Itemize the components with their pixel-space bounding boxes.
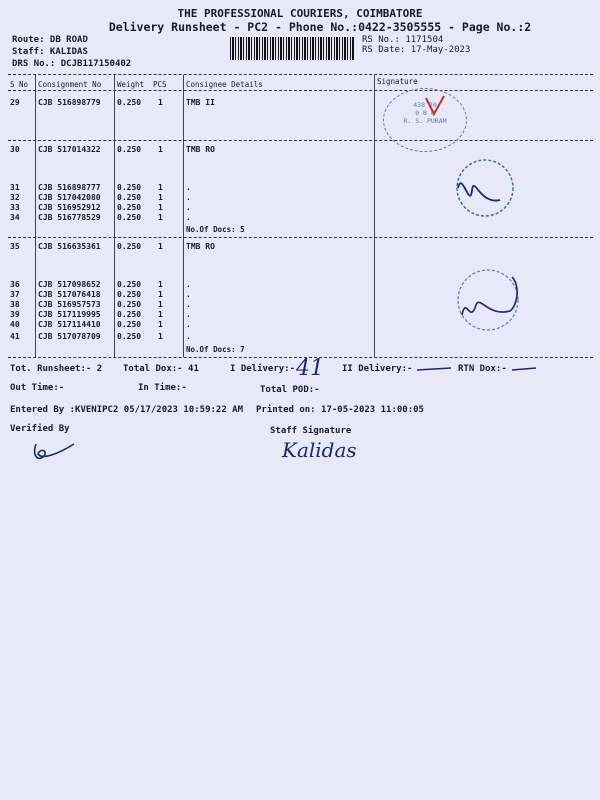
barcode (230, 37, 355, 60)
cell-consignment: CJB 517014322 (38, 145, 101, 154)
cell-pcs: 1 (158, 290, 163, 299)
cell-pcs: 1 (158, 300, 163, 309)
table-header-rule (8, 90, 593, 91)
cell-consignment: CJB 516635361 (38, 242, 101, 251)
row-divider (8, 237, 593, 238)
cell-consignee: TMB RO (186, 145, 215, 154)
dash-stroke (510, 364, 540, 374)
col-signature: Signature (377, 77, 418, 86)
cell-weight: 0.250 (117, 98, 142, 107)
col-sno: S No (10, 80, 29, 89)
cell-consignee: . (186, 183, 191, 192)
cell-sno: 40 (10, 320, 20, 329)
cell-consignment: CJB 516898777 (38, 183, 101, 192)
cell-pcs: 1 (158, 280, 163, 289)
cell-weight: 0.250 (117, 290, 142, 299)
col-divider (374, 75, 375, 357)
cell-pcs: 1 (158, 203, 163, 212)
cell-sno: 33 (10, 203, 20, 212)
verified-by: Verified By (10, 424, 70, 434)
rs-number: RS No.: 1171504 (362, 35, 444, 45)
cell-sno: 30 (10, 145, 20, 154)
route-label: Route: DB ROAD (12, 35, 88, 45)
cell-consignee: . (186, 300, 191, 309)
stamp-line: 438 20 (413, 101, 437, 109)
col-weight: Weight (117, 80, 145, 89)
docs-count: No.Of Docs: 5 (186, 225, 245, 234)
stamp-line: 0 B 0 (415, 109, 435, 117)
col-consignment: Consignment No (38, 80, 102, 89)
cell-consignment: CJB 517076418 (38, 290, 101, 299)
cell-consignment: CJB 517078709 (38, 332, 101, 341)
cell-weight: 0.250 (117, 310, 142, 319)
cell-weight: 0.250 (117, 332, 142, 341)
cell-consignment: CJB 517042080 (38, 193, 101, 202)
cell-consignment: CJB 516898779 (38, 98, 101, 107)
cell-consignee: . (186, 310, 191, 319)
cell-weight: 0.250 (117, 203, 142, 212)
cell-pcs: 1 (158, 98, 163, 107)
col-divider (35, 75, 36, 357)
total-dox: Total Dox:- 41 (123, 364, 199, 374)
cell-consignee: . (186, 213, 191, 222)
cell-sno: 35 (10, 242, 20, 251)
ii-delivery: II Delivery:- (342, 364, 413, 374)
cell-consignee: . (186, 332, 191, 341)
stamp-line: R. S. PURAM (403, 117, 447, 125)
staff-label: Staff: KALIDAS (12, 47, 88, 57)
rtn-dox: RTN Dox:- (458, 364, 507, 374)
receiver-stamp-signature-2 (440, 265, 530, 340)
i-delivery: I Delivery:- (230, 364, 296, 374)
out-time: Out Time:- (10, 383, 65, 393)
cell-pcs: 1 (158, 242, 163, 251)
printed-on: Printed on: 17-05-2023 11:00:05 (256, 405, 424, 415)
col-consignee: Consignee Details (186, 80, 263, 89)
cell-consignee: . (186, 193, 191, 202)
i-delivery-handwritten: 41 (296, 356, 324, 381)
cell-consignment: CJB 516957573 (38, 300, 101, 309)
cell-pcs: 1 (158, 183, 163, 192)
cell-consignment: CJB 517114410 (38, 320, 101, 329)
cell-consignment: CJB 517119995 (38, 310, 101, 319)
rs-date: RS Date: 17-May-2023 (362, 45, 471, 55)
cell-sno: 34 (10, 213, 20, 222)
cell-sno: 29 (10, 98, 20, 107)
cell-pcs: 1 (158, 213, 163, 222)
cell-pcs: 1 (158, 310, 163, 319)
cell-weight: 0.250 (117, 145, 142, 154)
in-time: In Time:- (138, 383, 187, 393)
table-top-rule (8, 74, 593, 75)
cell-consignment: CJB 516952912 (38, 203, 101, 212)
cell-consignee: . (186, 320, 191, 329)
receiver-stamp-signature-1 (440, 150, 520, 230)
cell-sno: 31 (10, 183, 20, 192)
cell-consignment: CJB 516778529 (38, 213, 101, 222)
runsheet-title: Delivery Runsheet - PC2 - Phone No.:0422-3505555 - Page No.:2 (108, 20, 532, 34)
drs-number: DRS No.: DCJB117150402 (12, 59, 132, 69)
col-divider (183, 75, 184, 357)
total-pod: Total POD:- (260, 385, 320, 395)
red-tick-mark (420, 92, 450, 120)
cell-consignee: . (186, 203, 191, 212)
cell-weight: 0.250 (117, 183, 142, 192)
cell-weight: 0.250 (117, 193, 142, 202)
cell-consignee: TMB II (186, 98, 215, 107)
cell-sno: 39 (10, 310, 20, 319)
cell-sno: 41 (10, 332, 20, 341)
cell-pcs: 1 (158, 332, 163, 341)
cell-sno: 32 (10, 193, 20, 202)
entered-by: Entered By :KVENIPC2 05/17/2023 10:59:22 AM (10, 405, 243, 415)
col-pcs: PCS (153, 80, 167, 89)
cell-sno: 36 (10, 280, 20, 289)
cell-weight: 0.250 (117, 280, 142, 289)
cell-sno: 37 (10, 290, 20, 299)
cell-consignee: TMB RO (186, 242, 215, 251)
verifier-signature (28, 436, 78, 466)
cell-pcs: 1 (158, 145, 163, 154)
table-row (10, 98, 20, 108)
total-runsheet: Tot. Runsheet:- 2 (10, 364, 103, 374)
cell-weight: 0.250 (117, 300, 142, 309)
staff-signature-label: Staff Signature (270, 426, 352, 436)
row-divider (8, 140, 593, 141)
docs-count: No.Of Docs: 7 (186, 345, 245, 354)
company-title: THE PROFESSIONAL COURIERS, COIMBATORE (177, 7, 423, 20)
cell-sno: 38 (10, 300, 20, 309)
cell-weight: 0.250 (117, 320, 142, 329)
cell-pcs: 1 (158, 320, 163, 329)
staff-signature-handwritten: Kalidas (282, 438, 357, 462)
cell-consignee: . (186, 290, 191, 299)
cell-weight: 0.250 (117, 213, 142, 222)
col-divider (114, 75, 115, 357)
cell-weight: 0.250 (117, 242, 142, 251)
cell-consignee: . (186, 280, 191, 289)
cell-pcs: 1 (158, 193, 163, 202)
dash-stroke (415, 364, 455, 374)
cell-consignment: CJB 517098652 (38, 280, 101, 289)
